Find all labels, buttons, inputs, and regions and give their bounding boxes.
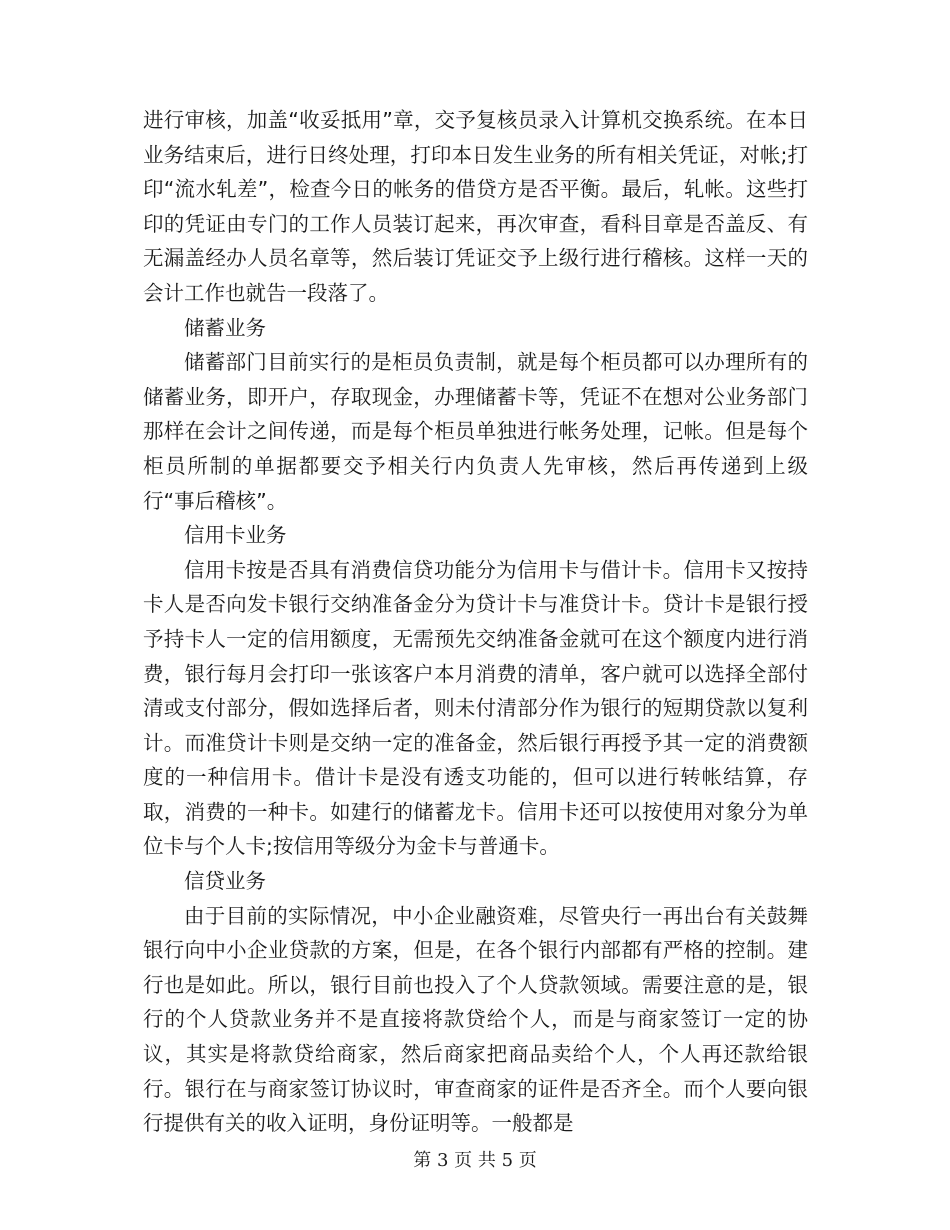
paragraph-accounting-closing: 进行审核，加盖“收妥抵用”章，交予复核员录入计算机交换系统。在本日业务结束后，进行日终处理，打印本日发生业务的所有相关凭证，对帐;打印“流水轧差”，检查今日的帐务的借贷方是否平衡。最后，轧帐。这些打印的凭证由专门的工作人员装订起来，再次审查，看科目章是否盖反、有无漏盖经办人员名章等，然后装订凭证交予上级行进行稽核。这样一天的会计工作也就告一段落了。 — [143, 108, 808, 305]
section-heading-loans: 信贷业务 — [184, 869, 266, 894]
section-heading-credit-card: 信用卡业务 — [184, 523, 287, 548]
document-body — [143, 103, 808, 1141]
paragraph-credit-card: 信用卡按是否具有消费信贷功能分为信用卡与借计卡。信用卡又按持卡人是否向发卡银行交纳准备金分为贷计卡与准贷计卡。贷计卡是银行授予持卡人一定的信用额度，无需预先交纳准备金就可在这个额度内进行消费，银行每月会打印一张该客户本月消费的清单，客户就可以选择全部付清或支付部分，假如选择后者，则未付清部分作为银行的短期贷款以复利计。而准贷计卡则是交纳一定的准备金，然后银行再授予其一定的消费额度的一种信用卡。借计卡是没有透支功能的，但可以进行转帐结算，存取，消费的一种卡。如建行的储蓄龙卡。信用卡还可以按使用对象分为单位卡与个人卡;按信用等级分为金卡与普通卡。 — [143, 557, 808, 859]
paragraph-loans: 由于目前的实际情况，中小企业融资难，尽管央行一再出台有关鼓舞银行向中小企业贷款的方案，但是，在各个银行内部都有严格的控制。建行也是如此。所以，银行目前也投入了个人贷款领域。需要注意的是，银行的个人贷款业务并不是直接将款贷给个人，而是与商家签订一定的协议，其实是将款贷给商家，然后商家把商品卖给个人，个人再还款给银行。银行在与商家签订协议时，审查商家的证件是否齐全。而个人要向银行提供有关的收入证明，身份证明等。一般都是 — [143, 903, 808, 1136]
paragraph-savings: 储蓄部门目前实行的是柜员负责制，就是每个柜员都可以办理所有的储蓄业务，即开户，存取现金，办理储蓄卡等，凭证不在想对公业务部门那样在会计之间传递，而是每个柜员单独进行帐务处理，记帐。但是每个柜员所制的单据都要交予相关行内负责人先审核，然后再传递到上级行“事后稽核”。 — [143, 350, 808, 513]
page-number-footer: 第 3 页 共 5 页 — [413, 1150, 537, 1171]
section-heading-savings: 储蓄业务 — [184, 315, 266, 340]
